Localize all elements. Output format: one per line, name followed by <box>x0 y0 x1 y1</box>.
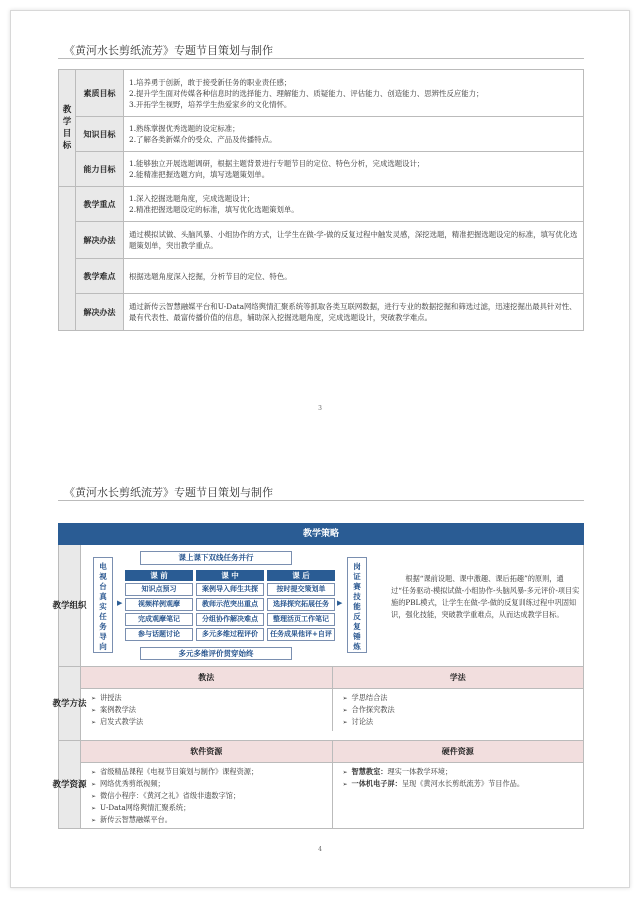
hardware-text: 呈现《黄河水长剪纸流芳》节目作品。 <box>401 779 525 788</box>
list-item: ➢ 新传云智慧融媒平台。 <box>91 814 332 826</box>
vertical-char: 目 <box>62 129 72 139</box>
row-line: 根据选题角度深入挖掘，分析节目的定位、特色。 <box>129 271 292 281</box>
objective-row <box>59 187 584 222</box>
stage-column <box>125 570 193 643</box>
list-item: ➢ 微信小程序：《黄河之礼》省级非遗数字馆； <box>91 790 332 802</box>
vertical-char: 岗 <box>353 562 361 571</box>
row-label: 解决办法 <box>76 294 124 331</box>
stage-item: 分组协作解决难点 <box>196 613 264 626</box>
arrow-right-icon: ▶ <box>117 599 123 607</box>
org-row <box>52 545 584 667</box>
vertical-char: 台 <box>99 582 107 591</box>
stage-item: 案例导入师生共探 <box>196 583 264 596</box>
vertical-char: 法 <box>78 698 87 709</box>
category-cell <box>59 70 76 187</box>
vertical-char: 学 <box>60 698 70 709</box>
objective-row <box>59 259 584 294</box>
objective-row <box>59 294 584 331</box>
page2-number: 4 <box>318 846 322 853</box>
right-vertical-box <box>347 557 367 653</box>
method-row <box>52 667 584 741</box>
stage-item: 教师示范突出重点 <box>196 598 264 611</box>
software-list <box>81 763 332 829</box>
stage-item: 多元多维过程评价 <box>196 628 264 641</box>
stage-item: 参与话题讨论 <box>125 628 193 641</box>
strategy-diagram <box>85 549 385 661</box>
page2-header-rule <box>58 500 584 501</box>
row-text <box>124 187 584 222</box>
vertical-char: 反 <box>353 612 361 621</box>
vertical-char: 织 <box>78 600 87 611</box>
row-line: 1.培养勇于创新，敢于接受新任务的职业责任感； <box>129 77 292 87</box>
row-label: 素质目标 <box>76 70 124 117</box>
left-vertical-box <box>93 557 113 653</box>
vertical-char: 能 <box>353 602 361 611</box>
row-line: 通过新传云智慧融媒平台和U-Data网络舆情汇聚系统等抓取各类互联网数据，进行专业的数据挖掘和筛选过滤，迅速挖掘出最具针对性、最有代表性、最富传播价值的信息，辅助深入挖掘选题角度，完成选题设计，突破教学难点。 <box>129 302 577 322</box>
hardware-list <box>333 763 584 793</box>
row-line: 2.了解各类新媒介的受众、产品及传播特点。 <box>129 135 277 144</box>
vertical-char: 赛 <box>353 582 361 591</box>
software-head: 软件资源 <box>81 741 332 763</box>
vertical-char: 源 <box>78 779 87 790</box>
row-text <box>124 222 584 259</box>
learn-method-head: 学法 <box>333 667 584 689</box>
page1-header-rule <box>58 58 584 59</box>
learn-method-list <box>333 689 584 731</box>
list-item: ➢ 讲授法 <box>91 692 332 704</box>
list-item: ➢ U-Data网络舆情汇聚系统； <box>91 802 332 814</box>
stage-column <box>196 570 264 643</box>
row-line: 2.提升学生面对传媒各种信息时的选择能力、理解能力、质疑能力、评估能力、创造能力、思辨性反应能力； <box>129 88 484 98</box>
objective-row <box>59 70 584 117</box>
strategy-description: 根据“课前设题、课中激趣、课后拓趣”的原则，通过“任务驱动-模拟试做-小组协作-头脑风暴-多元评价-项目实施的PBL模式，让学生在做-学-做的反复训练过程中巩固知识，强化技能，突破教学重难点，从而达成教学目标。 <box>391 574 580 619</box>
strategy-title: 教学策略 <box>58 523 584 545</box>
row-line: 1.能够独立开展选题调研，根据主题背景进行专题节目的定位、特色分析，完成选题设计； <box>129 159 425 168</box>
vertical-char: 教 <box>52 779 61 790</box>
row-label: 知识目标 <box>76 117 124 152</box>
vertical-char: 导 <box>99 632 107 641</box>
vertical-char: 学 <box>62 117 72 127</box>
list-item: ➢ 合作探究教法 <box>343 704 584 716</box>
vertical-char: 教 <box>62 105 72 115</box>
vertical-char: 证 <box>353 572 361 581</box>
page2-header-title: 《黄河水长剪纸流芳》专题节目策划与制作 <box>64 486 273 499</box>
row-label: 解决办法 <box>76 222 124 259</box>
bottom-bar: 多元多维评价贯穿始终 <box>140 647 292 660</box>
org-label <box>52 545 87 666</box>
row-text <box>124 294 584 331</box>
arrow-right-icon: ▶ <box>337 599 343 607</box>
row-text <box>124 70 584 117</box>
objective-row <box>59 222 584 259</box>
hardware-key: 智慧教室： <box>351 767 388 776</box>
vertical-char: 资 <box>69 779 79 790</box>
objective-row <box>59 117 584 152</box>
row-text <box>124 259 584 294</box>
resource-label <box>52 741 87 828</box>
vertical-char: 方 <box>69 698 79 709</box>
page1-header-title: 《黄河水长剪纸流芳》专题节目策划与制作 <box>64 44 273 57</box>
list-item: ➢ 网络优秀剪纸视频； <box>91 778 332 790</box>
category-cell-blank <box>59 187 76 331</box>
stage-item: 选择探究拓展任务 <box>267 598 335 611</box>
vertical-char: 任 <box>99 612 107 621</box>
resource-row <box>52 741 584 829</box>
strategy-table <box>52 523 584 829</box>
page1-number: 3 <box>318 405 322 412</box>
list-item: ➢ 案例教学法 <box>91 704 332 716</box>
row-line: 通过模拟试做、头脑风暴、小组协作的方式，让学生在做-学-做的反复过程中触发灵感，深挖选题，精准把握选题设定的标准，填写优化选题策划单，突出教学重点。 <box>129 230 578 250</box>
vertical-char: 向 <box>99 642 107 651</box>
list-item: ➢ 启发式教学法 <box>91 716 332 728</box>
row-line: 1.深入挖掘选题角度，完成选题设计； <box>129 194 255 203</box>
objective-row <box>59 152 584 187</box>
hardware-text: 理实一体教学环境； <box>387 767 453 776</box>
method-label <box>52 667 87 740</box>
row-text <box>124 152 584 187</box>
stage-item: 完成观摩笔记 <box>125 613 193 626</box>
stage-item: 知识点预习 <box>125 583 193 596</box>
stage-header: 课 后 <box>267 570 335 581</box>
list-item: ➢ 讨论法 <box>343 716 584 728</box>
vertical-char: 电 <box>99 562 107 571</box>
list-item: ➢ 省级精品课程《电视节目策划与制作》课程资源； <box>91 766 332 778</box>
stage-item: 整理活页工作笔记 <box>267 613 335 626</box>
vertical-char: 技 <box>353 592 361 601</box>
stage-column <box>267 570 335 643</box>
row-label: 教学难点 <box>76 259 124 294</box>
vertical-char: 教 <box>52 698 61 709</box>
row-line: 2.精准把握选题设定的标准，填写优化选题策划单。 <box>129 205 299 214</box>
stage-header: 课 前 <box>125 570 193 581</box>
vertical-char: 标 <box>62 141 72 151</box>
vertical-char: 学 <box>60 779 70 790</box>
row-text <box>124 117 584 152</box>
hardware-key: 一体机电子屏： <box>351 779 402 788</box>
row-line: 3.开拓学生视野，培养学生热爱家乡的文化情怀。 <box>129 99 292 109</box>
vertical-char: 复 <box>353 622 361 631</box>
top-bar: 课上课下双线任务并行 <box>140 551 292 565</box>
row-label: 教学重点 <box>76 187 124 222</box>
teach-method-list <box>81 689 332 731</box>
list-item: ➢ 学思结合法 <box>343 692 584 704</box>
stage-item: 视频样例观摩 <box>125 598 193 611</box>
vertical-char: 实 <box>99 602 107 611</box>
vertical-char: 学 <box>60 600 70 611</box>
vertical-char: 真 <box>99 592 107 601</box>
objectives-table <box>58 69 584 331</box>
vertical-char: 炼 <box>353 642 361 651</box>
hardware-head: 硬件资源 <box>333 741 584 763</box>
row-line: 2.能精准把握选题方向，填写选题策划单。 <box>129 170 270 179</box>
vertical-char: 锤 <box>353 632 361 641</box>
vertical-char: 组 <box>69 600 79 611</box>
stage-item: 任务成果他评+自评 <box>267 628 335 641</box>
stage-item: 按时提交策划单 <box>267 583 335 596</box>
list-item <box>343 778 584 790</box>
vertical-char: 务 <box>99 622 107 631</box>
vertical-char: 教 <box>52 600 61 611</box>
row-line: 1.熟练掌握优秀选题的设定标准； <box>129 124 240 133</box>
stage-header: 课 中 <box>196 570 264 581</box>
vertical-char: 视 <box>99 572 107 581</box>
row-label: 能力目标 <box>76 152 124 187</box>
list-item <box>343 766 584 778</box>
teach-method-head: 教法 <box>81 667 332 689</box>
